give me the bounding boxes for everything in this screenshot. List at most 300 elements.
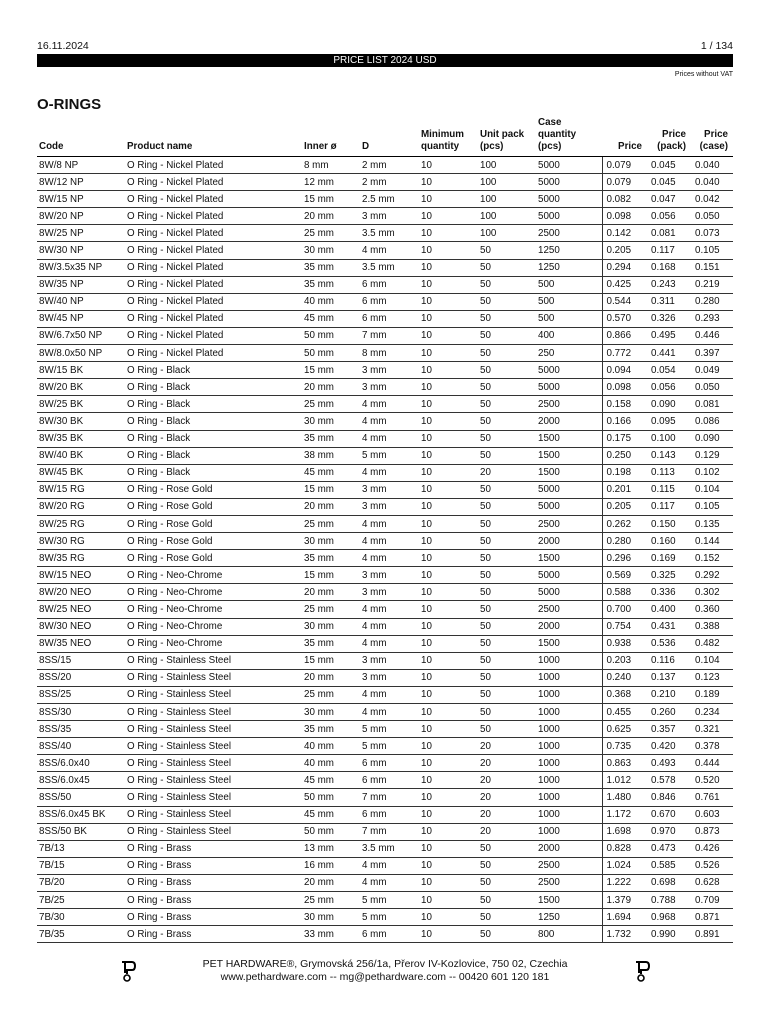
cell-minimum-quantity: 10 bbox=[419, 892, 478, 909]
cell-price: 0.866 bbox=[602, 327, 647, 344]
cell-case-quantity: 2000 bbox=[536, 533, 602, 550]
cell-price-case: 0.042 bbox=[691, 191, 733, 208]
cell-price-case: 0.123 bbox=[691, 669, 733, 686]
cell-product-name: O Ring - Brass bbox=[125, 840, 302, 857]
cell-product-name: O Ring - Nickel Plated bbox=[125, 345, 302, 362]
cell-minimum-quantity: 10 bbox=[419, 345, 478, 362]
cell-minimum-quantity: 10 bbox=[419, 909, 478, 926]
cell-price-pack: 0.357 bbox=[647, 721, 691, 738]
table-row bbox=[37, 447, 733, 464]
cell-minimum-quantity: 10 bbox=[419, 652, 478, 669]
cell-product-name: O Ring - Brass bbox=[125, 909, 302, 926]
cell-price-case: 0.104 bbox=[691, 652, 733, 669]
cell-unit-pack: 50 bbox=[478, 481, 536, 498]
table-row bbox=[37, 413, 733, 430]
cell-price: 0.205 bbox=[602, 498, 647, 515]
cell-price-pack: 0.441 bbox=[647, 345, 691, 362]
cell-code: 8W/35 NEO bbox=[37, 635, 125, 652]
cell-unit-pack: 20 bbox=[478, 772, 536, 789]
cell-code: 8SS/25 bbox=[37, 686, 125, 703]
cell-price-case: 0.446 bbox=[691, 327, 733, 344]
cell-price: 0.079 bbox=[602, 157, 647, 174]
cell-code: 8SS/50 BK bbox=[37, 823, 125, 840]
cell-code: 8W/25 NEO bbox=[37, 601, 125, 618]
cell-d: 4 mm bbox=[360, 396, 419, 413]
cell-unit-pack: 50 bbox=[478, 345, 536, 362]
cell-price: 0.205 bbox=[602, 242, 647, 259]
cell-price-pack: 0.143 bbox=[647, 447, 691, 464]
cell-price: 0.098 bbox=[602, 379, 647, 396]
cell-price-pack: 0.431 bbox=[647, 618, 691, 635]
table-row bbox=[37, 926, 733, 943]
cell-d: 3.5 mm bbox=[360, 840, 419, 857]
cell-price: 0.175 bbox=[602, 430, 647, 447]
cell-price-case: 0.526 bbox=[691, 857, 733, 874]
cell-minimum-quantity: 10 bbox=[419, 413, 478, 430]
cell-inner-diameter: 25 mm bbox=[302, 601, 360, 618]
cell-product-name: O Ring - Stainless Steel bbox=[125, 669, 302, 686]
cell-d: 5 mm bbox=[360, 738, 419, 755]
cell-price: 0.094 bbox=[602, 362, 647, 379]
cell-code: 8W/30 NP bbox=[37, 242, 125, 259]
cell-code: 7B/30 bbox=[37, 909, 125, 926]
cell-price-case: 0.302 bbox=[691, 584, 733, 601]
cell-minimum-quantity: 10 bbox=[419, 225, 478, 242]
cell-minimum-quantity: 10 bbox=[419, 857, 478, 874]
table-row bbox=[37, 669, 733, 686]
cell-inner-diameter: 20 mm bbox=[302, 669, 360, 686]
cell-d: 5 mm bbox=[360, 892, 419, 909]
cell-product-name: O Ring - Black bbox=[125, 447, 302, 464]
cell-code: 8W/35 NP bbox=[37, 276, 125, 293]
cell-d: 6 mm bbox=[360, 293, 419, 310]
cell-minimum-quantity: 10 bbox=[419, 327, 478, 344]
cell-inner-diameter: 45 mm bbox=[302, 806, 360, 823]
cell-product-name: O Ring - Neo-Chrome bbox=[125, 618, 302, 635]
cell-product-name: O Ring - Nickel Plated bbox=[125, 225, 302, 242]
cell-product-name: O Ring - Rose Gold bbox=[125, 550, 302, 567]
table-row bbox=[37, 772, 733, 789]
cell-code: 8W/6.7x50 NP bbox=[37, 327, 125, 344]
cell-product-name: O Ring - Black bbox=[125, 396, 302, 413]
cell-minimum-quantity: 10 bbox=[419, 789, 478, 806]
cell-price-case: 0.152 bbox=[691, 550, 733, 567]
cell-product-name: O Ring - Stainless Steel bbox=[125, 806, 302, 823]
cell-inner-diameter: 45 mm bbox=[302, 772, 360, 789]
cell-unit-pack: 20 bbox=[478, 755, 536, 772]
cell-product-name: O Ring - Stainless Steel bbox=[125, 652, 302, 669]
cell-price: 0.296 bbox=[602, 550, 647, 567]
cell-unit-pack: 50 bbox=[478, 533, 536, 550]
cell-unit-pack: 20 bbox=[478, 806, 536, 823]
cell-price: 0.142 bbox=[602, 225, 647, 242]
cell-inner-diameter: 15 mm bbox=[302, 481, 360, 498]
cell-price-pack: 0.115 bbox=[647, 481, 691, 498]
cell-price-pack: 0.045 bbox=[647, 157, 691, 174]
cell-d: 2 mm bbox=[360, 174, 419, 191]
cell-d: 3.5 mm bbox=[360, 259, 419, 276]
cell-code: 7B/15 bbox=[37, 857, 125, 874]
cell-price-pack: 0.210 bbox=[647, 686, 691, 703]
cell-unit-pack: 50 bbox=[478, 618, 536, 635]
cell-product-name: O Ring - Black bbox=[125, 430, 302, 447]
cell-product-name: O Ring - Stainless Steel bbox=[125, 823, 302, 840]
cell-code: 7B/13 bbox=[37, 840, 125, 857]
cell-case-quantity: 5000 bbox=[536, 584, 602, 601]
cell-d: 4 mm bbox=[360, 413, 419, 430]
cell-price: 0.700 bbox=[602, 601, 647, 618]
cell-minimum-quantity: 10 bbox=[419, 550, 478, 567]
cell-code: 8W/20 NP bbox=[37, 208, 125, 225]
cell-price-pack: 0.100 bbox=[647, 430, 691, 447]
cell-inner-diameter: 25 mm bbox=[302, 892, 360, 909]
table-row bbox=[37, 396, 733, 413]
table-body bbox=[37, 157, 733, 943]
cell-minimum-quantity: 10 bbox=[419, 498, 478, 515]
cell-case-quantity: 1000 bbox=[536, 772, 602, 789]
cell-price: 1.222 bbox=[602, 874, 647, 891]
cell-code: 8W/30 BK bbox=[37, 413, 125, 430]
cell-minimum-quantity: 10 bbox=[419, 293, 478, 310]
cell-price-pack: 0.113 bbox=[647, 464, 691, 481]
cell-price-pack: 0.311 bbox=[647, 293, 691, 310]
cell-price: 1.694 bbox=[602, 909, 647, 926]
cell-d: 5 mm bbox=[360, 447, 419, 464]
cell-code: 8SS/30 bbox=[37, 704, 125, 721]
cell-code: 8W/8 NP bbox=[37, 157, 125, 174]
cell-case-quantity: 1500 bbox=[536, 550, 602, 567]
cell-code: 8W/25 RG bbox=[37, 515, 125, 532]
cell-inner-diameter: 50 mm bbox=[302, 789, 360, 806]
cell-unit-pack: 50 bbox=[478, 686, 536, 703]
cell-price-case: 0.105 bbox=[691, 242, 733, 259]
table-row bbox=[37, 515, 733, 532]
cell-price: 0.938 bbox=[602, 635, 647, 652]
cell-price-pack: 0.846 bbox=[647, 789, 691, 806]
cell-price-pack: 0.420 bbox=[647, 738, 691, 755]
cell-code: 8W/15 BK bbox=[37, 362, 125, 379]
cell-price-pack: 0.400 bbox=[647, 601, 691, 618]
cell-case-quantity: 1000 bbox=[536, 721, 602, 738]
cell-case-quantity: 2000 bbox=[536, 840, 602, 857]
table-row bbox=[37, 652, 733, 669]
cell-product-name: O Ring - Nickel Plated bbox=[125, 259, 302, 276]
cell-inner-diameter: 35 mm bbox=[302, 276, 360, 293]
table-row bbox=[37, 481, 733, 498]
cell-case-quantity: 2000 bbox=[536, 413, 602, 430]
cell-unit-pack: 50 bbox=[478, 567, 536, 584]
cell-inner-diameter: 15 mm bbox=[302, 652, 360, 669]
cell-d: 4 mm bbox=[360, 686, 419, 703]
cell-code: 8SS/20 bbox=[37, 669, 125, 686]
cell-price-case: 0.234 bbox=[691, 704, 733, 721]
cell-inner-diameter: 15 mm bbox=[302, 362, 360, 379]
cell-d: 5 mm bbox=[360, 909, 419, 926]
cell-code: 8SS/15 bbox=[37, 652, 125, 669]
cell-inner-diameter: 30 mm bbox=[302, 909, 360, 926]
cell-unit-pack: 20 bbox=[478, 738, 536, 755]
cell-d: 3 mm bbox=[360, 362, 419, 379]
cell-price: 0.863 bbox=[602, 755, 647, 772]
cell-minimum-quantity: 10 bbox=[419, 396, 478, 413]
cell-price-pack: 0.970 bbox=[647, 823, 691, 840]
cell-code: 8W/12 NP bbox=[37, 174, 125, 191]
cell-price-case: 0.444 bbox=[691, 755, 733, 772]
cell-code: 8W/30 RG bbox=[37, 533, 125, 550]
cell-unit-pack: 50 bbox=[478, 584, 536, 601]
cell-inner-diameter: 45 mm bbox=[302, 310, 360, 327]
cell-price-case: 0.603 bbox=[691, 806, 733, 823]
cell-code: 8W/25 BK bbox=[37, 396, 125, 413]
cell-unit-pack: 20 bbox=[478, 464, 536, 481]
cell-case-quantity: 1000 bbox=[536, 823, 602, 840]
cell-price-pack: 0.150 bbox=[647, 515, 691, 532]
cell-d: 4 mm bbox=[360, 515, 419, 532]
cell-d: 3 mm bbox=[360, 208, 419, 225]
cell-d: 6 mm bbox=[360, 310, 419, 327]
cell-code: 8W/25 NP bbox=[37, 225, 125, 242]
cell-inner-diameter: 45 mm bbox=[302, 464, 360, 481]
cell-product-name: O Ring - Nickel Plated bbox=[125, 293, 302, 310]
cell-case-quantity: 1000 bbox=[536, 755, 602, 772]
cell-price: 0.250 bbox=[602, 447, 647, 464]
cell-price-case: 0.189 bbox=[691, 686, 733, 703]
cell-d: 4 mm bbox=[360, 550, 419, 567]
cell-inner-diameter: 13 mm bbox=[302, 840, 360, 857]
cell-case-quantity: 5000 bbox=[536, 208, 602, 225]
cell-product-name: O Ring - Rose Gold bbox=[125, 481, 302, 498]
cell-unit-pack: 50 bbox=[478, 515, 536, 532]
cell-product-name: O Ring - Brass bbox=[125, 926, 302, 943]
cell-code: 8W/8.0x50 NP bbox=[37, 345, 125, 362]
cell-case-quantity: 5000 bbox=[536, 157, 602, 174]
footer-address: PET HARDWARE®, Grymovská 256/1a, Přerov IV-Kozlovice, 750 02, Czechia bbox=[202, 958, 568, 970]
cell-price-case: 0.388 bbox=[691, 618, 733, 635]
cell-product-name: O Ring - Black bbox=[125, 379, 302, 396]
cell-case-quantity: 1500 bbox=[536, 635, 602, 652]
cell-code: 8W/35 BK bbox=[37, 430, 125, 447]
cell-minimum-quantity: 10 bbox=[419, 584, 478, 601]
cell-price-case: 0.102 bbox=[691, 464, 733, 481]
cell-price: 0.570 bbox=[602, 310, 647, 327]
table-row bbox=[37, 704, 733, 721]
cell-product-name: O Ring - Neo-Chrome bbox=[125, 567, 302, 584]
cell-product-name: O Ring - Nickel Plated bbox=[125, 157, 302, 174]
cell-minimum-quantity: 10 bbox=[419, 259, 478, 276]
cell-price: 0.098 bbox=[602, 208, 647, 225]
table-row bbox=[37, 840, 733, 857]
cell-minimum-quantity: 10 bbox=[419, 806, 478, 823]
cell-case-quantity: 5000 bbox=[536, 362, 602, 379]
cell-unit-pack: 50 bbox=[478, 704, 536, 721]
cell-inner-diameter: 30 mm bbox=[302, 533, 360, 550]
cell-price-case: 0.040 bbox=[691, 174, 733, 191]
col-header-price-pack: Price (pack) bbox=[647, 117, 691, 157]
cell-minimum-quantity: 10 bbox=[419, 533, 478, 550]
cell-unit-pack: 50 bbox=[478, 327, 536, 344]
cell-inner-diameter: 25 mm bbox=[302, 396, 360, 413]
cell-code: 8W/15 NEO bbox=[37, 567, 125, 584]
cell-price-case: 0.135 bbox=[691, 515, 733, 532]
cell-code: 7B/20 bbox=[37, 874, 125, 891]
cell-case-quantity: 1250 bbox=[536, 259, 602, 276]
cell-price: 0.158 bbox=[602, 396, 647, 413]
cell-minimum-quantity: 10 bbox=[419, 772, 478, 789]
cell-price-pack: 0.160 bbox=[647, 533, 691, 550]
cell-price-pack: 0.990 bbox=[647, 926, 691, 943]
cell-product-name: O Ring - Stainless Steel bbox=[125, 789, 302, 806]
cell-price: 0.754 bbox=[602, 618, 647, 635]
cell-minimum-quantity: 10 bbox=[419, 618, 478, 635]
cell-price-case: 0.292 bbox=[691, 567, 733, 584]
cell-product-name: O Ring - Brass bbox=[125, 857, 302, 874]
cell-unit-pack: 50 bbox=[478, 430, 536, 447]
table-row bbox=[37, 892, 733, 909]
cell-price: 0.198 bbox=[602, 464, 647, 481]
cell-minimum-quantity: 10 bbox=[419, 567, 478, 584]
cell-unit-pack: 50 bbox=[478, 447, 536, 464]
cell-code: 8SS/6.0x45 bbox=[37, 772, 125, 789]
cell-price-case: 0.086 bbox=[691, 413, 733, 430]
cell-d: 4 mm bbox=[360, 618, 419, 635]
cell-case-quantity: 400 bbox=[536, 327, 602, 344]
cell-inner-diameter: 35 mm bbox=[302, 635, 360, 652]
cell-d: 4 mm bbox=[360, 464, 419, 481]
col-header-minimum-quantity: Minimum quantity bbox=[419, 117, 478, 157]
cell-d: 8 mm bbox=[360, 345, 419, 362]
cell-product-name: O Ring - Nickel Plated bbox=[125, 310, 302, 327]
cell-code: 8W/35 RG bbox=[37, 550, 125, 567]
cell-case-quantity: 1500 bbox=[536, 464, 602, 481]
cell-unit-pack: 50 bbox=[478, 721, 536, 738]
col-header-price: Price bbox=[602, 117, 647, 157]
cell-case-quantity: 5000 bbox=[536, 379, 602, 396]
cell-price-case: 0.397 bbox=[691, 345, 733, 362]
cell-price-pack: 0.137 bbox=[647, 669, 691, 686]
cell-d: 2.5 mm bbox=[360, 191, 419, 208]
table-row bbox=[37, 379, 733, 396]
cell-price-pack: 0.585 bbox=[647, 857, 691, 874]
cell-case-quantity: 2500 bbox=[536, 396, 602, 413]
cell-price: 0.294 bbox=[602, 259, 647, 276]
cell-price-case: 0.090 bbox=[691, 430, 733, 447]
cell-price-pack: 0.336 bbox=[647, 584, 691, 601]
cell-case-quantity: 1000 bbox=[536, 704, 602, 721]
table-row bbox=[37, 310, 733, 327]
cell-price-pack: 0.670 bbox=[647, 806, 691, 823]
cell-price-case: 0.426 bbox=[691, 840, 733, 857]
cell-inner-diameter: 33 mm bbox=[302, 926, 360, 943]
cell-price-pack: 0.260 bbox=[647, 704, 691, 721]
cell-case-quantity: 5000 bbox=[536, 498, 602, 515]
cell-unit-pack: 100 bbox=[478, 157, 536, 174]
table-row bbox=[37, 789, 733, 806]
cell-price-case: 0.280 bbox=[691, 293, 733, 310]
cell-d: 4 mm bbox=[360, 857, 419, 874]
cell-unit-pack: 50 bbox=[478, 840, 536, 857]
cell-price: 0.203 bbox=[602, 652, 647, 669]
cell-price-pack: 0.056 bbox=[647, 379, 691, 396]
cell-case-quantity: 1000 bbox=[536, 806, 602, 823]
cell-price-pack: 0.968 bbox=[647, 909, 691, 926]
cell-code: 8SS/35 bbox=[37, 721, 125, 738]
cell-unit-pack: 50 bbox=[478, 635, 536, 652]
cell-price-pack: 0.326 bbox=[647, 310, 691, 327]
col-header-case-quantity: Case quantity (pcs) bbox=[536, 117, 602, 157]
cell-minimum-quantity: 10 bbox=[419, 242, 478, 259]
table-row bbox=[37, 618, 733, 635]
table-header-row bbox=[37, 117, 733, 157]
cell-inner-diameter: 50 mm bbox=[302, 327, 360, 344]
cell-inner-diameter: 35 mm bbox=[302, 259, 360, 276]
page-number: 1 / 134 bbox=[700, 40, 733, 52]
col-header-price-case: Price (case) bbox=[691, 117, 733, 157]
table-row bbox=[37, 174, 733, 191]
cell-product-name: O Ring - Stainless Steel bbox=[125, 755, 302, 772]
table-row bbox=[37, 208, 733, 225]
cell-price-case: 0.049 bbox=[691, 362, 733, 379]
cell-price-case: 0.761 bbox=[691, 789, 733, 806]
cell-minimum-quantity: 10 bbox=[419, 191, 478, 208]
cell-product-name: O Ring - Brass bbox=[125, 874, 302, 891]
table-row bbox=[37, 567, 733, 584]
table-row bbox=[37, 430, 733, 447]
footer-contacts: www.pethardware.com -- mg@pethardware.com -- 00420 601 120 181 bbox=[220, 971, 550, 983]
cell-price-pack: 0.325 bbox=[647, 567, 691, 584]
cell-minimum-quantity: 10 bbox=[419, 926, 478, 943]
table-row bbox=[37, 874, 733, 891]
cell-unit-pack: 50 bbox=[478, 892, 536, 909]
footer bbox=[0, 958, 770, 984]
cell-inner-diameter: 15 mm bbox=[302, 191, 360, 208]
cell-product-name: O Ring - Nickel Plated bbox=[125, 327, 302, 344]
cell-price: 1.379 bbox=[602, 892, 647, 909]
cell-minimum-quantity: 10 bbox=[419, 208, 478, 225]
cell-minimum-quantity: 10 bbox=[419, 601, 478, 618]
cell-minimum-quantity: 10 bbox=[419, 721, 478, 738]
cell-code: 8W/40 NP bbox=[37, 293, 125, 310]
cell-price: 0.425 bbox=[602, 276, 647, 293]
cell-inner-diameter: 25 mm bbox=[302, 225, 360, 242]
cell-unit-pack: 50 bbox=[478, 379, 536, 396]
cell-price-case: 0.050 bbox=[691, 379, 733, 396]
cell-d: 3 mm bbox=[360, 481, 419, 498]
cell-inner-diameter: 40 mm bbox=[302, 293, 360, 310]
cell-unit-pack: 50 bbox=[478, 550, 536, 567]
cell-unit-pack: 50 bbox=[478, 857, 536, 874]
table-row bbox=[37, 345, 733, 362]
cell-unit-pack: 100 bbox=[478, 225, 536, 242]
cell-unit-pack: 50 bbox=[478, 259, 536, 276]
cell-inner-diameter: 8 mm bbox=[302, 157, 360, 174]
cell-product-name: O Ring - Rose Gold bbox=[125, 515, 302, 532]
cell-product-name: O Ring - Neo-Chrome bbox=[125, 635, 302, 652]
cell-d: 4 mm bbox=[360, 635, 419, 652]
cell-inner-diameter: 50 mm bbox=[302, 823, 360, 840]
cell-price-pack: 0.117 bbox=[647, 242, 691, 259]
cell-d: 4 mm bbox=[360, 704, 419, 721]
cell-case-quantity: 1000 bbox=[536, 738, 602, 755]
cell-product-name: O Ring - Stainless Steel bbox=[125, 738, 302, 755]
cell-unit-pack: 50 bbox=[478, 926, 536, 943]
cell-case-quantity: 5000 bbox=[536, 191, 602, 208]
cell-price: 1.012 bbox=[602, 772, 647, 789]
table-row bbox=[37, 259, 733, 276]
cell-case-quantity: 1000 bbox=[536, 789, 602, 806]
cell-code: 8W/40 BK bbox=[37, 447, 125, 464]
cell-price: 0.262 bbox=[602, 515, 647, 532]
table-row bbox=[37, 550, 733, 567]
